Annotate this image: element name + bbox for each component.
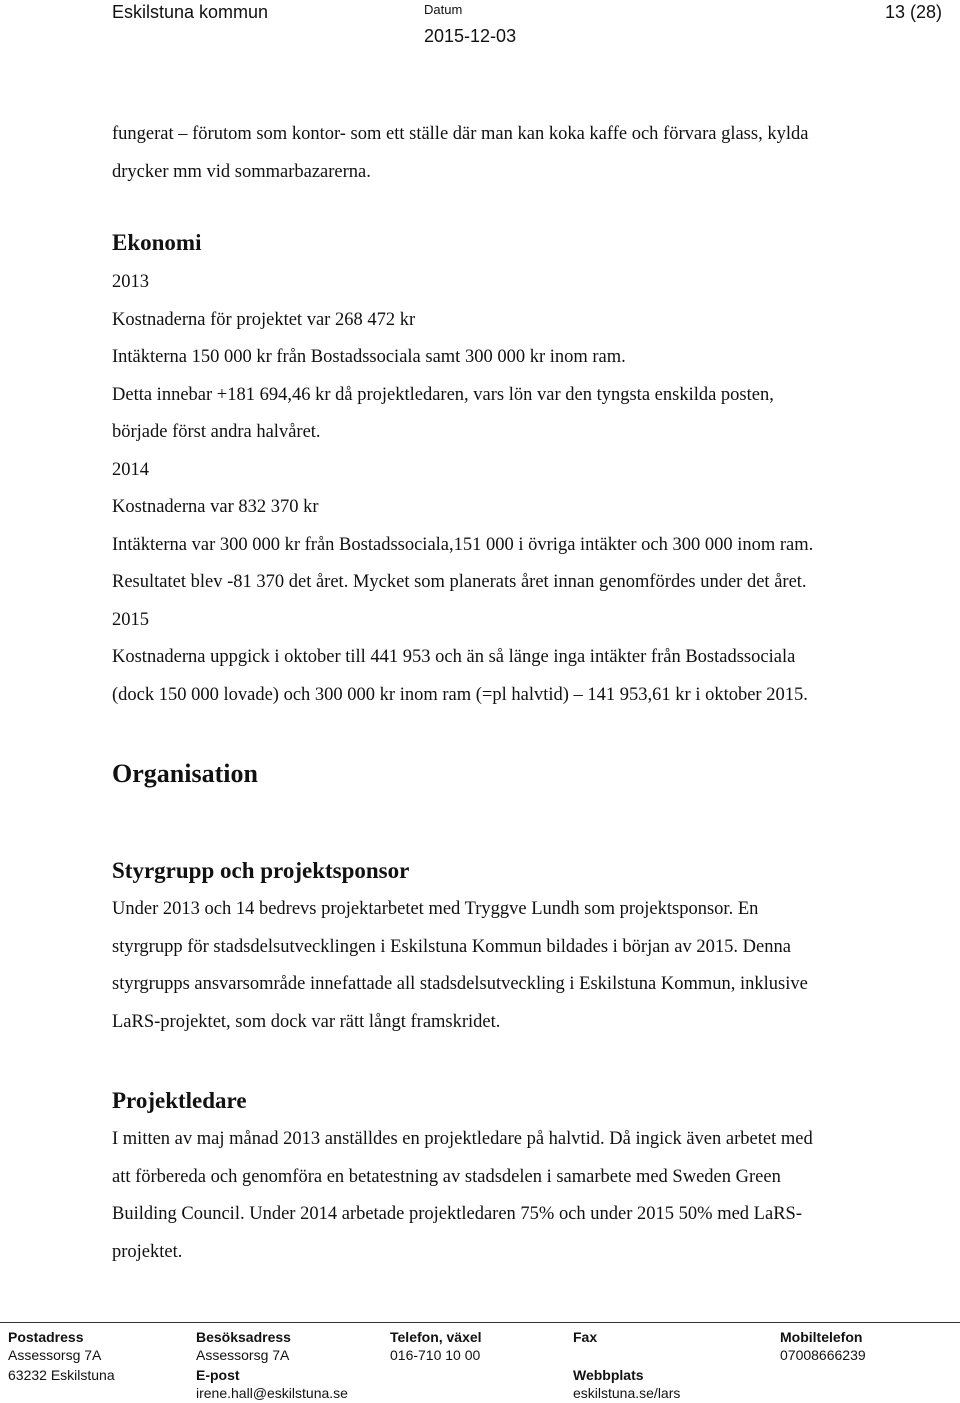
footer-epost-label: E-post <box>196 1367 240 1383</box>
footer-mobil-label: Mobiltelefon <box>780 1329 863 1345</box>
body-line: att förbereda och genomföra en betatestning av stadsdelen i samarbete med Sweden Green <box>112 1166 781 1187</box>
body-line: styrgrupp för stadsdelsutvecklingen i Eskilstuna Kommun bildades i början av 2015. Denna <box>112 936 791 957</box>
body-line: Under 2013 och 14 bedrevs projektarbetet med Tryggve Lundh som projektsponsor. En <box>112 899 759 919</box>
body-line: Intäkterna var 300 000 kr från Bostadssociala,151 000 i övriga intäkter och 300 000 inom ram. <box>112 534 814 555</box>
body-line: drycker mm vid sommarbazarerna. <box>112 161 371 182</box>
body-line: Resultatet blev -81 370 det året. Mycket som planerats året innan genomfördes under det året. <box>112 572 807 592</box>
section-heading-organisation: Organisation <box>112 759 258 788</box>
year-label-2014: 2014 <box>112 459 149 480</box>
footer-besoksadress: Assessorsg 7A <box>196 1347 290 1363</box>
body-line: Kostnaderna var 832 370 kr <box>112 497 319 517</box>
footer-telefon: 016-710 10 00 <box>390 1347 481 1363</box>
footer-webbplats-label: Webbplats <box>573 1367 644 1383</box>
footer-epost: irene.hall@eskilstuna.se <box>196 1385 348 1401</box>
subsection-heading-projektledare: Projektledare <box>112 1088 247 1113</box>
body-line: Intäkterna 150 000 kr från Bostadssociala samt 300 000 kr inom ram. <box>112 347 626 367</box>
footer-telefon-label: Telefon, växel <box>390 1329 482 1345</box>
body-line: (dock 150 000 lovade) och 300 000 kr inom ram (=pl halvtid) – 141 953,61 kr i oktober 2015. <box>112 684 808 705</box>
footer-postadress-line2: 63232 Eskilstuna <box>8 1367 115 1383</box>
footer-webbplats: eskilstuna.se/lars <box>573 1385 681 1401</box>
body-line: styrgrupps ansvarsområde innefattade all stadsdelsutveckling i Eskilstuna Kommun, inklusive <box>112 974 808 994</box>
section-heading-ekonomi: Ekonomi <box>112 230 202 255</box>
footer-postadress-label: Postadress <box>8 1329 84 1345</box>
body-line: I mitten av maj månad 2013 anställdes en projektledare på halvtid. Då ingick även arbetet med <box>112 1129 813 1149</box>
body-line: fungerat – förutom som kontor- som ett ställe där man kan koka kaffe och förvara glass, kylda <box>112 124 809 144</box>
year-label-2013: 2013 <box>112 272 149 292</box>
body-line: projektet. <box>112 1241 183 1262</box>
header-date-label: Datum <box>424 2 463 17</box>
body-line: Detta innebar +181 694,46 kr då projektledaren, vars lön var den tyngsta enskilda posten, <box>112 384 774 405</box>
body-line: Kostnaderna för projektet var 268 472 kr <box>112 309 416 330</box>
header-organization: Eskilstuna kommun <box>112 2 269 22</box>
header-date: 2015-12-03 <box>424 26 517 46</box>
document-body <box>112 116 942 1271</box>
subsection-heading-styrgrupp: Styrgrupp och projektsponsor <box>112 858 410 883</box>
body-line: LaRS-projektet, som dock var rätt långt framskridet. <box>112 1011 501 1032</box>
footer-mobil: 07008666239 <box>780 1347 866 1363</box>
body-line: Building Council. Under 2014 arbetade projektledaren 75% och under 2015 50% med LaRS- <box>112 1204 802 1224</box>
footer-postadress-line1: Assessorsg 7A <box>8 1347 102 1363</box>
body-line: Kostnaderna uppgick i oktober till 441 953 och än så länge inga intäkter från Bostadssociala <box>112 647 796 667</box>
year-label-2015: 2015 <box>112 609 149 630</box>
footer-fax-label: Fax <box>573 1329 598 1345</box>
page-footer <box>0 1322 960 1403</box>
header-page-number: 13 (28) <box>884 2 942 22</box>
footer-besoksadress-label: Besöksadress <box>196 1329 291 1345</box>
body-line: började först andra halvåret. <box>112 422 321 442</box>
